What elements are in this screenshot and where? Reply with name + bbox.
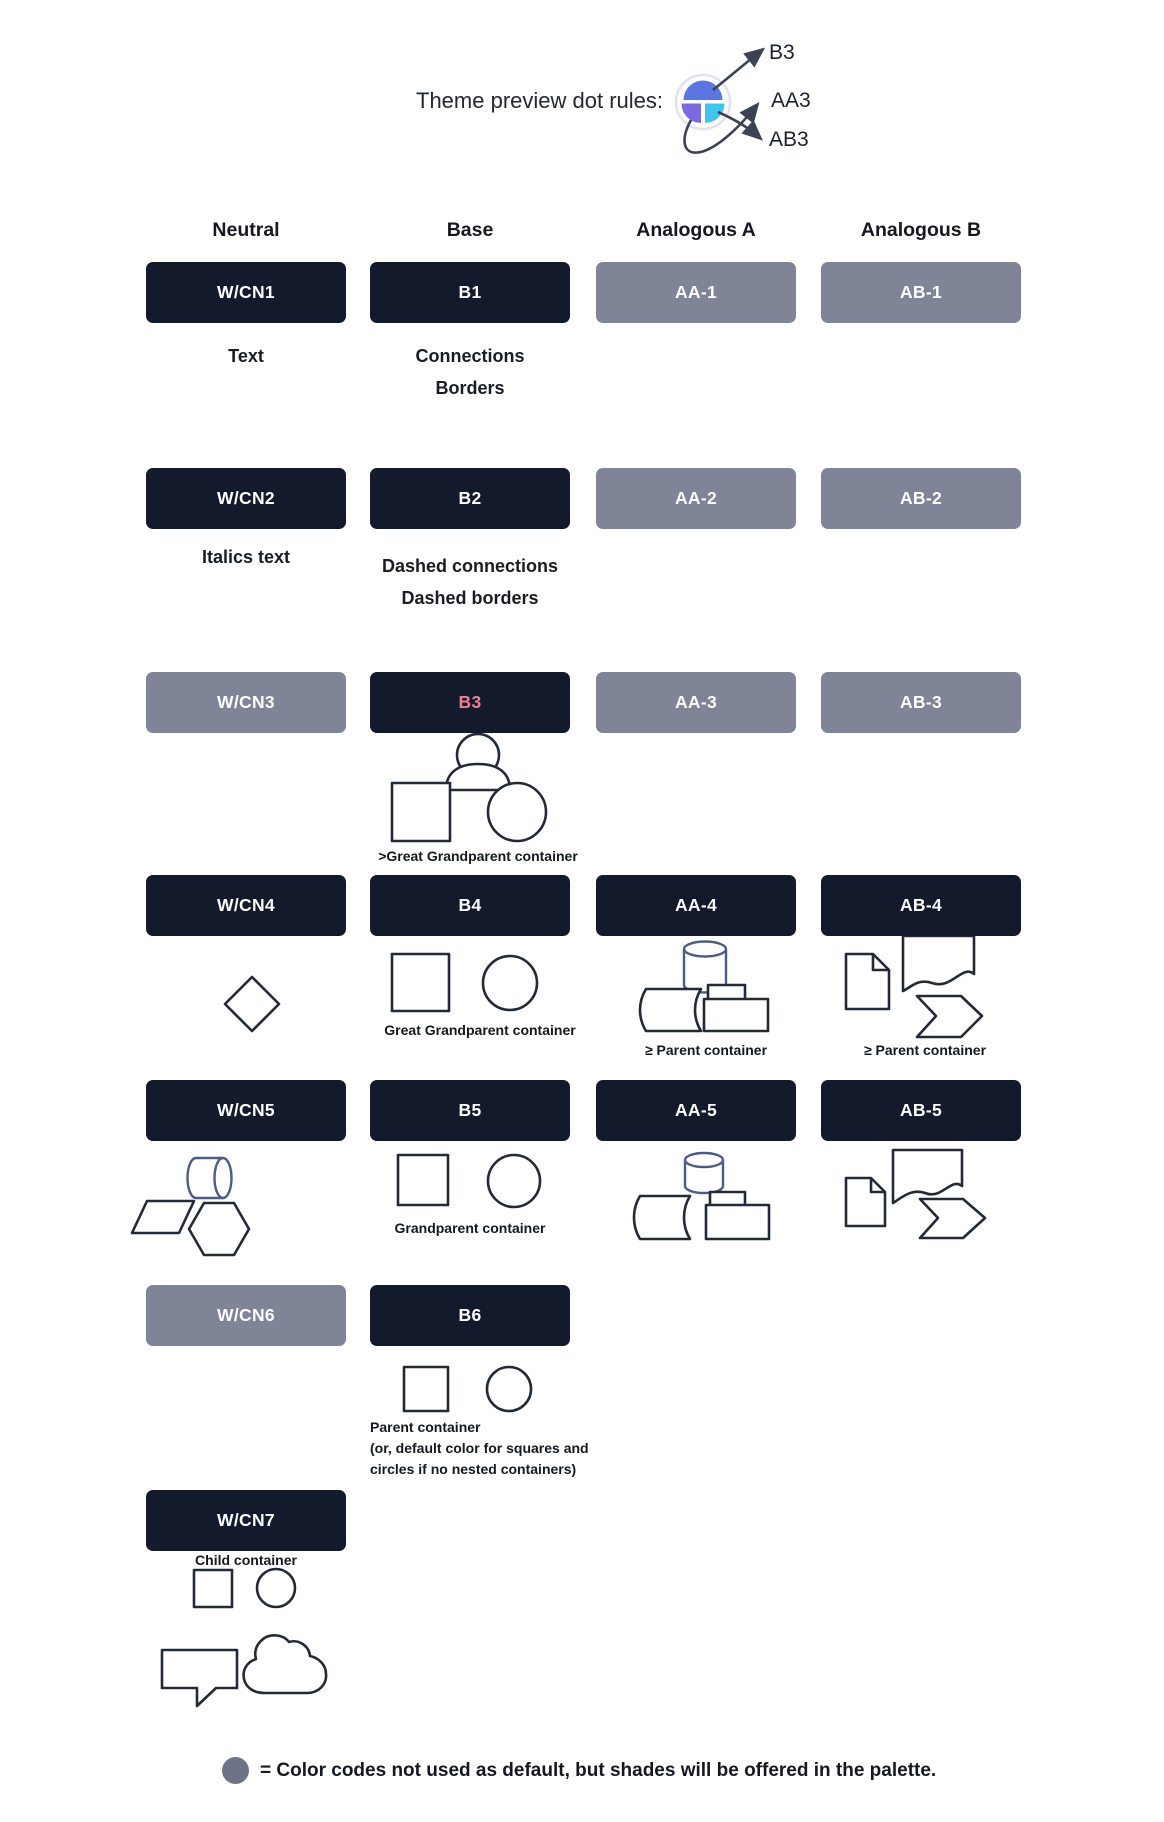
aa4-shape-group: [640, 942, 768, 1032]
dot-label-aa3: AA3: [771, 89, 811, 112]
swatch-label: AB-2: [899, 488, 943, 508]
caption-b5-shapes: Grandparent container: [394, 1220, 546, 1236]
ab5-shape-group: [846, 1150, 985, 1238]
column-header-base: Base: [446, 219, 494, 241]
annotation-borders: Borders: [435, 378, 505, 398]
caption-b6-line2: (or, default color for squares and: [370, 1440, 589, 1456]
stored-data-shape: [634, 1196, 690, 1239]
caption-b6-line1: Parent container: [370, 1419, 481, 1435]
swatch-label: AA-4: [674, 895, 718, 915]
caption-b6-line3: circles if no nested containers): [370, 1461, 577, 1477]
caption-wcn7-shapes: Child container: [195, 1552, 297, 1568]
b3-shape-group: [392, 734, 546, 841]
circle-shape: [483, 956, 537, 1010]
swatch-label: W/CN1: [217, 282, 275, 302]
swatch-label: AA-3: [674, 692, 718, 712]
chevron-shape: [917, 996, 982, 1037]
swatch-b1: [370, 262, 570, 323]
b4-shape-group: [392, 954, 537, 1011]
diamond-shape: [225, 977, 279, 1031]
swatch-b4: [370, 875, 570, 936]
column-header-neutral: Neutral: [212, 219, 280, 241]
dot-label-b3: B3: [769, 41, 795, 64]
cylinder-top-shape: [685, 1153, 723, 1167]
chevron-shape: [920, 1199, 985, 1238]
swatch-b3: [370, 672, 570, 733]
column-header-analogous-a: Analogous A: [636, 219, 756, 241]
aa5-shape-group: [634, 1153, 769, 1239]
document-shape: [846, 954, 889, 1009]
column-header-analogous-b: Analogous B: [860, 219, 982, 241]
circle-shape: [488, 783, 546, 841]
swatch-aa1: [596, 262, 796, 323]
swatch-label: B6: [458, 1305, 482, 1325]
caption-ab4-shapes: ≥ Parent container: [863, 1042, 987, 1058]
swatch-wcn1: [146, 262, 346, 323]
circle-shape: [257, 1569, 295, 1607]
muted-color-dot-icon: [222, 1757, 249, 1784]
swatch-label: AA-5: [674, 1100, 718, 1120]
swatch-label: W/CN3: [217, 692, 275, 712]
b6-shape-group: [404, 1367, 531, 1411]
swatch-label: W/CN6: [217, 1305, 275, 1325]
swatch-label: W/CN2: [217, 488, 275, 508]
square-shape: [404, 1367, 448, 1411]
swatch-ab4: [821, 875, 1021, 936]
swatch-wcn4: [146, 875, 346, 936]
swatch-label: AA-2: [674, 488, 718, 508]
swatch-ab1: [821, 262, 1021, 323]
swatch-label: B4: [458, 895, 482, 915]
wcn5-shape-group: [132, 1158, 249, 1255]
cloud-shape: [244, 1635, 327, 1693]
swatch-b5: [370, 1080, 570, 1141]
folder-shape: [704, 999, 768, 1031]
swatch-label: B3: [458, 692, 482, 712]
swatch-aa4: [596, 875, 796, 936]
swatch-aa5: [596, 1080, 796, 1141]
swatch-wcn7: [146, 1490, 346, 1551]
swatch-label: W/CN5: [217, 1100, 275, 1120]
swatch-label: AB-5: [899, 1100, 943, 1120]
page-title: Theme preview dot rules:: [416, 88, 663, 113]
square-shape: [194, 1570, 232, 1607]
swatch-ab2: [821, 468, 1021, 529]
swatch-label: B2: [458, 488, 482, 508]
swatch-wcn3: [146, 672, 346, 733]
annotation-text: Text: [228, 346, 264, 366]
parallelogram-shape: [132, 1201, 194, 1233]
ab4-shape-group: [846, 936, 982, 1037]
caption-b3-shapes: >Great Grandparent container: [378, 848, 578, 864]
b5-shape-group: [398, 1155, 540, 1207]
swatch-ab5: [821, 1080, 1021, 1141]
swatch-b6: [370, 1285, 570, 1346]
wavy-document-shape: [903, 936, 974, 991]
swatch-label: B1: [458, 282, 482, 302]
speech-bubble-shape: [162, 1650, 237, 1706]
swatch-b2: [370, 468, 570, 529]
folder-shape: [706, 1205, 769, 1239]
stored-data-shape: [640, 989, 701, 1031]
caption-aa4-shapes: ≥ Parent container: [644, 1042, 768, 1058]
dot-label-ab3: AB3: [769, 128, 809, 151]
circle-shape: [488, 1155, 540, 1207]
person-body-shape: [446, 764, 510, 790]
square-shape: [398, 1155, 448, 1205]
hexagon-shape: [189, 1203, 249, 1255]
swatch-wcn6: [146, 1285, 346, 1346]
swatch-label: W/CN7: [217, 1510, 275, 1530]
swatch-aa2: [596, 468, 796, 529]
annotation-dashed-borders: Dashed borders: [401, 588, 539, 608]
annotation-connections: Connections: [415, 346, 525, 366]
wcn7-shape-group: [162, 1569, 326, 1706]
swatch-label: AB-4: [899, 895, 943, 915]
caption-b4-shapes: Great Grandparent container: [384, 1022, 576, 1038]
square-shape: [392, 954, 449, 1011]
circle-shape: [487, 1367, 531, 1411]
annotation-dashed-connections: Dashed connections: [381, 556, 559, 576]
swatch-label: W/CN4: [217, 895, 275, 915]
wavy-document-shape: [893, 1150, 962, 1203]
square-shape: [392, 783, 450, 841]
cylinder-top-shape: [684, 942, 726, 957]
footer-note: = Color codes not used as default, but shades will be offered in the palette.: [260, 1760, 937, 1781]
swatch-label: AB-3: [899, 692, 943, 712]
swatch-label: AB-1: [899, 282, 943, 302]
document-shape: [846, 1178, 885, 1226]
swatch-label: AA-1: [674, 282, 718, 302]
swatch-label: B5: [458, 1100, 482, 1120]
arrow-to-b3: [713, 50, 762, 90]
swatch-ab3: [821, 672, 1021, 733]
swatch-wcn5: [146, 1080, 346, 1141]
swatch-aa3: [596, 672, 796, 733]
swatch-wcn2: [146, 468, 346, 529]
h-cylinder-rim-shape: [215, 1158, 232, 1198]
annotation-italics-text: Italics text: [201, 547, 291, 567]
